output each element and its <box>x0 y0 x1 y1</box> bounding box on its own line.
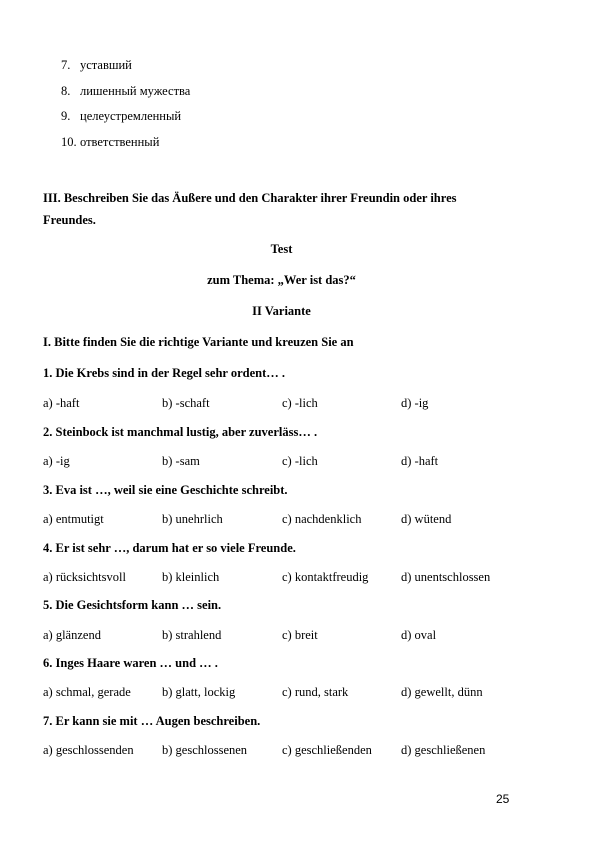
list-number: 7. <box>61 58 71 72</box>
test-title: Test <box>270 242 293 256</box>
question-text: 7. Er kann sie mit … Augen beschreiben. <box>43 714 261 728</box>
answer-option[interactable]: c) geschließenden <box>282 743 372 757</box>
answer-option[interactable]: d) geschließenen <box>401 743 486 757</box>
list-item: уставший <box>80 58 132 72</box>
test-variant: II Variante <box>252 304 311 318</box>
list-number: 8. <box>61 84 71 98</box>
answer-option[interactable]: a) -ig <box>43 454 70 468</box>
answer-option[interactable]: c) kontaktfreudig <box>282 570 369 584</box>
answer-option[interactable]: b) geschlossenen <box>162 743 248 757</box>
answer-option[interactable]: c) breit <box>282 628 318 642</box>
answer-option[interactable]: a) schmal, gerade <box>43 685 131 699</box>
answer-option[interactable]: a) entmutigt <box>43 512 104 526</box>
question-text: 3. Eva ist …, weil sie eine Geschichte schreibt. <box>43 483 288 497</box>
answer-option[interactable]: d) -ig <box>401 396 429 410</box>
answer-option[interactable]: a) glänzend <box>43 628 101 642</box>
answer-option[interactable]: a) rücksichtsvoll <box>43 570 126 584</box>
answer-option[interactable]: b) kleinlich <box>162 570 220 584</box>
question-text: 6. Inges Haare waren … und … . <box>43 656 218 670</box>
answer-option[interactable]: b) unehrlich <box>162 512 223 526</box>
answer-option[interactable]: d) gewellt, dünn <box>401 685 483 699</box>
answer-option[interactable]: b) -sam <box>162 454 200 468</box>
question-text: 2. Steinbock ist manchmal lustig, aber zuverläss… . <box>43 425 318 439</box>
answer-option[interactable]: b) strahlend <box>162 628 222 642</box>
test-instruction: I. Bitte finden Sie die richtige Variante und kreuzen Sie an <box>43 335 354 349</box>
question-text: 1. Die Krebs sind in der Regel sehr ordent… . <box>43 366 286 380</box>
test-theme: zum Thema: „Wer ist das?“ <box>207 273 356 287</box>
task-heading-continuation: Freundes. <box>43 213 96 227</box>
answer-option[interactable]: c) nachdenklich <box>282 512 362 526</box>
answer-option[interactable]: c) rund, stark <box>282 685 349 699</box>
answer-option[interactable]: d) unentschlossen <box>401 570 491 584</box>
answer-option[interactable]: d) wütend <box>401 512 452 526</box>
task-heading: III. Beschreiben Sie das Äußere und den Charakter ihrer Freundin oder ihres <box>43 191 457 205</box>
answer-option[interactable]: d) oval <box>401 628 437 642</box>
page-number: 25 <box>496 792 510 806</box>
list-number: 9. <box>61 109 71 123</box>
answer-option[interactable]: a) geschlossenden <box>43 743 134 757</box>
list-item: лишенный мужества <box>80 84 191 98</box>
answer-option[interactable]: d) -haft <box>401 454 439 468</box>
answer-option[interactable]: a) -haft <box>43 396 80 410</box>
question-text: 5. Die Gesichtsform kann … sein. <box>43 598 222 612</box>
answer-option[interactable]: c) -lich <box>282 396 318 410</box>
answer-option[interactable]: b) -schaft <box>162 396 210 410</box>
answer-option[interactable]: c) -lich <box>282 454 318 468</box>
answer-option[interactable]: b) glatt, lockig <box>162 685 236 699</box>
list-item: целеустремленный <box>80 109 182 123</box>
list-item: ответственный <box>80 135 160 149</box>
question-text: 4. Er ist sehr …, darum hat er so viele Freunde. <box>43 541 296 555</box>
list-number: 10. <box>61 135 77 149</box>
